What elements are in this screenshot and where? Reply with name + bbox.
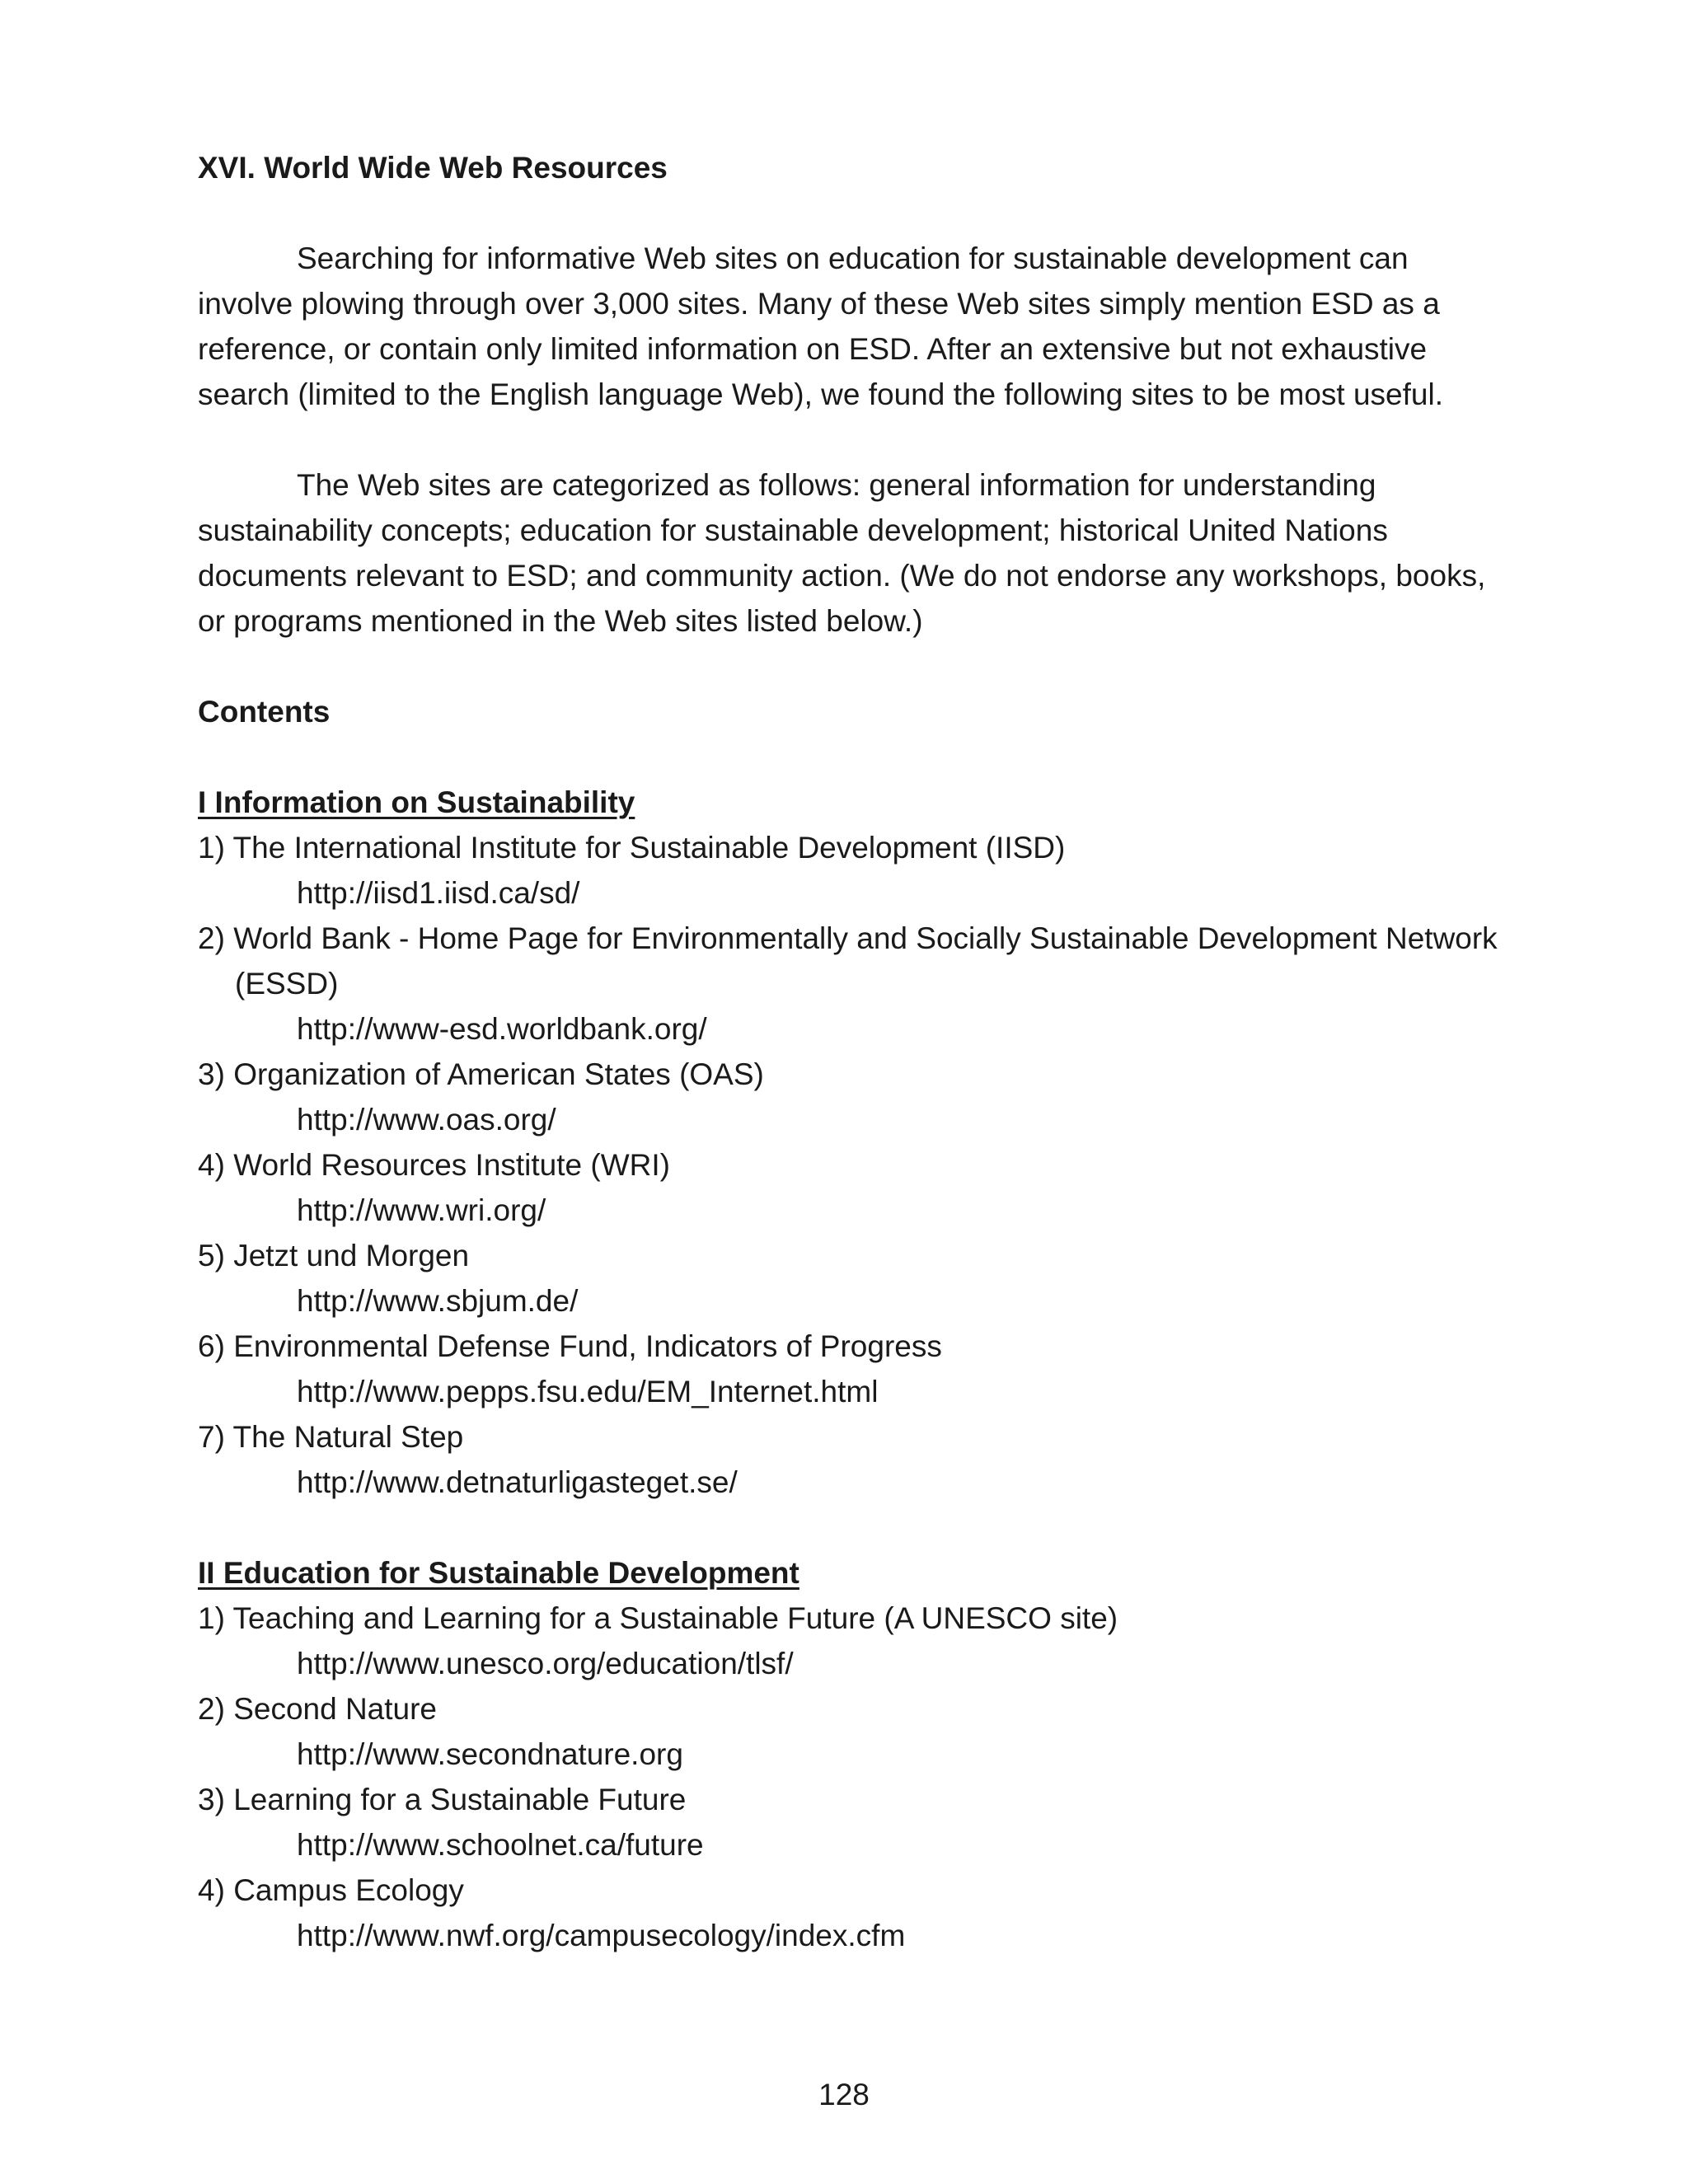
list-item [198, 1596, 1500, 1686]
entry-title: World Bank - Home Page for Environmentally and Socially Sustainable Development Network (ESSD) [233, 921, 1498, 1001]
entry-url: http://www.nwf.org/campusecology/index.cfm [297, 1919, 906, 1952]
entry-title: Organization of American States (OAS) [233, 1057, 764, 1091]
list-item [198, 916, 1500, 1052]
entry-title: Teaching and Learning for a Sustainable Future (A UNESCO site) [232, 1601, 1118, 1635]
entry-number: 4) [198, 1873, 225, 1907]
entry-url: http://www-esd.worldbank.org/ [297, 1012, 707, 1046]
page-content [198, 145, 1500, 1958]
page-number: 128 [818, 2078, 870, 2111]
entry-number: 2) [198, 1692, 225, 1726]
entry-url: http://www.sbjum.de/ [297, 1284, 579, 1318]
categories-paragraph: The Web sites are categorized as follows: general information for understanding sustainability concepts; education for sustainable development; historical United Nations documents relevant to ESD; and community action. (We do not endorse any workshops, books, or programs mentioned in the Web sites listed below.) [198, 468, 1486, 638]
list-item [198, 1414, 1500, 1505]
section-list-education [198, 1596, 1500, 1958]
list-item [198, 1324, 1500, 1414]
entry-url: http://www.schoolnet.ca/future [297, 1828, 704, 1862]
list-item [198, 1686, 1500, 1777]
entry-title: Second Nature [233, 1692, 438, 1726]
list-item [198, 1052, 1500, 1142]
entry-url: http://www.unesco.org/education/tlsf/ [297, 1647, 794, 1680]
entry-title: Environmental Defense Fund, Indicators of Progress [233, 1329, 942, 1363]
section-heading: XVI. World Wide Web Resources [198, 151, 668, 185]
entry-number: 7) [198, 1420, 225, 1454]
list-item [198, 1142, 1500, 1233]
entry-url: http://www.secondnature.org [297, 1737, 683, 1771]
entry-url: http://www.wri.org/ [297, 1193, 546, 1227]
entry-title: The International Institute for Sustainable Development (IISD) [232, 831, 1066, 865]
list-item [198, 1233, 1500, 1324]
section-list-information [198, 825, 1500, 1505]
contents-label: Contents [198, 695, 331, 729]
entry-url: http://iisd1.iisd.ca/sd/ [297, 876, 580, 910]
intro-paragraph: Searching for informative Web sites on education for sustainable development can involve plowing through over 3,000 sites. Many of these Web sites simply mention ESD as a reference, or contain only limited information on ESD. After an extensive but not exhaustive search (limited to the English language Web), we found the following sites to be most useful. [198, 241, 1443, 411]
entry-number: 1) [198, 1601, 225, 1635]
entry-title: Campus Ecology [233, 1873, 464, 1907]
entry-number: 4) [198, 1148, 225, 1182]
list-item [198, 825, 1500, 916]
entry-url: http://www.pepps.fsu.edu/EM_Internet.html [297, 1375, 879, 1408]
entry-number: 5) [198, 1239, 225, 1272]
entry-number: 6) [198, 1329, 225, 1363]
list-item [198, 1868, 1500, 1958]
entry-url: http://www.detnaturligasteget.se/ [297, 1465, 738, 1499]
entry-title: Learning for a Sustainable Future [233, 1783, 687, 1816]
entry-title: The Natural Step [232, 1420, 464, 1454]
entry-number: 3) [198, 1783, 225, 1816]
entry-number: 2) [198, 921, 225, 955]
list-item [198, 1777, 1500, 1868]
section-title-information: I Information on Sustainability [198, 785, 635, 819]
entry-title: World Resources Institute (WRI) [233, 1148, 670, 1182]
section-title-education: II Education for Sustainable Development [198, 1556, 799, 1590]
entry-url: http://www.oas.org/ [297, 1103, 556, 1137]
entry-number: 3) [198, 1057, 225, 1091]
entry-title: Jetzt und Morgen [233, 1239, 470, 1272]
entry-number: 1) [198, 831, 225, 865]
